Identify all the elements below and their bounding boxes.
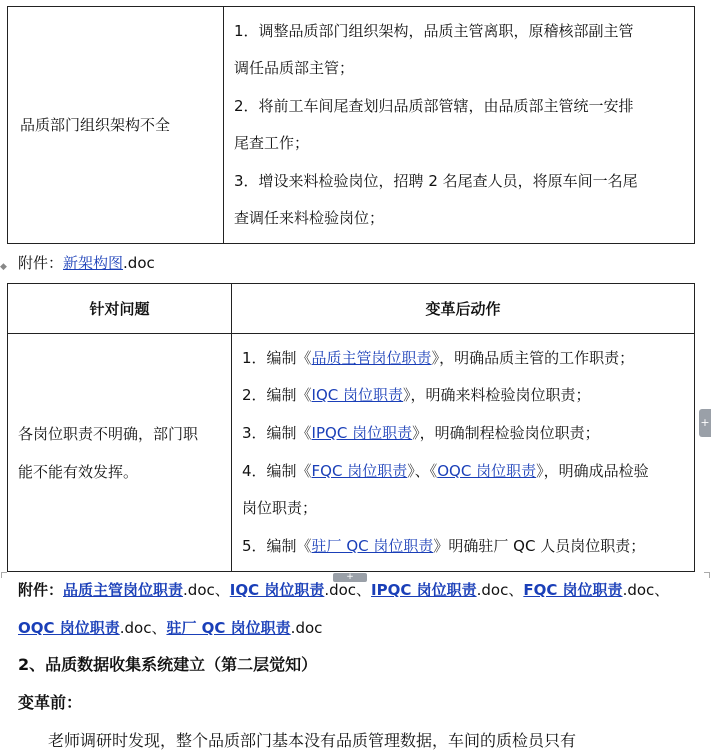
attachment-label: 附件：: [18, 581, 64, 599]
action-line-4: [242, 453, 694, 491]
attachment-link-oqc[interactable]: OQC 岗位职责: [18, 619, 120, 637]
action-mid: 》、《: [407, 461, 438, 480]
action-cell: [232, 334, 695, 572]
issue-cell: [8, 7, 224, 244]
attachment-link-qa-manager[interactable]: 品质主管岗位职责: [63, 581, 184, 599]
action-suffix: 》，明确制程检验岗位职责；: [412, 423, 600, 442]
attachment-ext: .doc: [123, 254, 155, 272]
action-suffix: 》，明确成品检验: [536, 461, 649, 480]
action-suffix: 》，明确品质主管的工作职责；: [431, 348, 635, 367]
attachment-ext: .doc、: [476, 581, 524, 599]
issue-cell: [8, 334, 232, 572]
link-resident-qc-duties[interactable]: 驻厂 QC 岗位职责: [311, 536, 434, 555]
before-change-label: 变革前：: [18, 693, 83, 712]
issue-text: 品质部门组织架构不全: [20, 116, 171, 134]
action-line-1: [242, 340, 694, 378]
issue-text-line: 能不能有效发挥。: [18, 462, 139, 481]
attachment-ext: .doc、: [183, 581, 230, 599]
action-prefix: 5．编制《: [242, 536, 312, 555]
action-prefix: 2．编制《: [242, 386, 312, 405]
attachment-ext: .doc、: [622, 581, 670, 599]
action-line-2: [242, 377, 694, 415]
action-line-5: [242, 528, 694, 566]
attachment-link-ipqc[interactable]: IPQC 岗位职责: [371, 581, 477, 599]
action-line-3: [242, 415, 694, 453]
attachment-line-2-cont: [18, 616, 322, 640]
table-move-handle-icon[interactable]: ◆: [0, 262, 7, 272]
action-line: 尾查工作；: [234, 134, 310, 152]
link-oqc-duties[interactable]: OQC 岗位职责: [437, 461, 537, 480]
attachment-link-iqc[interactable]: IQC 岗位职责: [229, 581, 325, 599]
action-line: 1．调整品质部门组织架构，品质主管离职，原稽核部副主管: [234, 21, 634, 40]
action-line: 查调任来料检验岗位；: [234, 209, 385, 227]
action-line: 2．将前工车间尾查划归品质部管辖，由品质部主管统一安排: [234, 96, 634, 115]
action-prefix: 3．编制《: [242, 423, 312, 442]
responsibility-table: [7, 283, 695, 572]
link-ipqc-duties[interactable]: IPQC 岗位职责: [311, 423, 413, 442]
attachment-link-resident-qc[interactable]: 驻厂 QC 岗位职责: [166, 619, 291, 637]
link-qa-manager-duties[interactable]: 品质主管岗位职责: [311, 348, 432, 367]
attachment-line: [18, 251, 155, 275]
add-column-handle-icon[interactable]: +: [699, 409, 711, 437]
action-line: 3．增设来料检验岗位，招聘 2 名尾查人员，将原车间一名尾: [234, 171, 638, 190]
attachment-link-fqc[interactable]: FQC 岗位职责: [523, 581, 623, 599]
link-iqc-duties[interactable]: IQC 岗位职责: [311, 386, 404, 405]
action-line-4-cont: 岗位职责；: [242, 499, 318, 518]
section-heading: 2、品质数据收集系统建立（第二层觉知）: [18, 655, 318, 674]
body-paragraph: 老师调研时发现，整个品质部门基本没有品质管理数据，车间的质检员只有: [48, 731, 577, 750]
add-row-handle-icon[interactable]: +: [333, 573, 367, 582]
action-prefix: 1．编制《: [242, 348, 312, 367]
attachment-label: 附件：: [18, 254, 64, 272]
crop-mark-icon: [704, 572, 710, 578]
link-fqc-duties[interactable]: FQC 岗位职责: [311, 461, 408, 480]
attachment-line-2: [18, 578, 669, 602]
action-line: 调任品质部主管；: [234, 59, 355, 77]
header-action: 变革后动作: [232, 284, 695, 334]
header-issue: 针对问题: [8, 284, 232, 334]
issue-text-line: 各岗位职责不明确，部门职: [18, 424, 199, 443]
attachment-ext: .doc: [290, 619, 323, 637]
attachment-ext: .doc、: [324, 581, 372, 599]
attachment-ext: .doc、: [119, 619, 167, 637]
org-structure-table: [7, 6, 695, 244]
action-cell: [224, 7, 695, 244]
action-suffix: 》，明确来料检验岗位职责；: [403, 386, 591, 405]
attachment-link-new-structure[interactable]: 新架构图: [63, 254, 124, 272]
action-prefix: 4．编制《: [242, 461, 312, 480]
crop-mark-icon: [1, 572, 7, 578]
action-suffix: 》明确驻厂 QC 人员岗位职责；: [433, 536, 646, 555]
